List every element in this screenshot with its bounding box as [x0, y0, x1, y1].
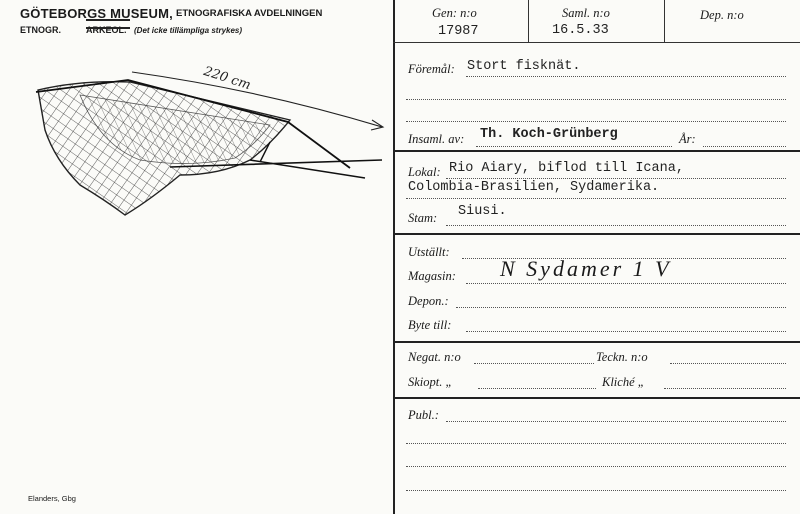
- number-divider-2: [664, 0, 665, 42]
- collector-value: Th. Koch-Grünberg: [480, 127, 618, 142]
- museum-name: GÖTEBORGS MUSEUM,: [20, 6, 173, 21]
- drawing-number-line: [670, 363, 786, 364]
- tribe-line: [446, 225, 786, 226]
- exhibited-label: Utställt:: [408, 245, 450, 259]
- year-line: [703, 146, 786, 147]
- dep-number-label: Dep. n:o: [700, 8, 744, 22]
- dimension-annotation: 220 cm: [201, 63, 253, 94]
- department-name: ETNOGRAFISKA AVDELNINGEN: [176, 8, 323, 19]
- collector-label: Insaml. av:: [408, 132, 465, 146]
- etnogr-label: ETNOGR.: [20, 25, 62, 35]
- rule-numbers: [393, 42, 800, 43]
- gen-number-value: 17987: [438, 24, 479, 39]
- tribe-value: Siusi.: [458, 204, 507, 219]
- rule-collector: [393, 150, 800, 152]
- storage-value-handwritten: N Sydamer 1 V: [500, 256, 672, 281]
- year-label: År:: [679, 132, 696, 146]
- slide-line: [478, 388, 596, 389]
- rule-storage: [393, 341, 800, 343]
- locality-line-2: Colombia-Brasilien, Sydamerika.: [408, 180, 660, 195]
- arkeol-label: ARKEOL.: [86, 25, 127, 35]
- drawing-number-label: Teckn. n:o: [596, 350, 648, 364]
- strike-note: (Det icke tillämpliga strykes): [134, 26, 243, 35]
- publication-line-3: [406, 466, 786, 467]
- locality-rule-1: [446, 178, 786, 179]
- storage-line: [466, 283, 786, 284]
- exchange-label: Byte till:: [408, 318, 452, 332]
- cliche-label: Kliché „: [602, 375, 645, 389]
- collector-line: [476, 146, 672, 147]
- object-label: Föremål:: [408, 62, 455, 76]
- object-value: Stort fisknät.: [467, 59, 581, 74]
- slide-label: Skiopt. „: [408, 375, 453, 389]
- publication-line-2: [406, 443, 786, 444]
- panel-divider: [393, 0, 395, 514]
- publication-line-1: [446, 421, 786, 422]
- number-divider-1: [528, 0, 529, 42]
- locality-label: Lokal:: [408, 165, 441, 179]
- object-line-2: [406, 99, 786, 100]
- tribe-label: Stam:: [408, 211, 438, 225]
- gen-number-label: Gen: n:o: [432, 6, 477, 20]
- object-line: [466, 76, 786, 77]
- negative-number-line: [474, 363, 594, 364]
- object-line-3: [406, 121, 786, 122]
- storage-label: Magasin:: [408, 269, 456, 283]
- deposited-label: Depon.:: [408, 294, 449, 308]
- locality-rule-2: [406, 198, 786, 199]
- locality-line-1: Rio Aiary, biflod till Icana,: [449, 161, 684, 176]
- exchange-line: [466, 331, 786, 332]
- negative-number-label: Negat. n:o: [408, 350, 461, 364]
- publication-label: Publ.:: [408, 408, 439, 422]
- publication-line-4: [406, 490, 786, 491]
- fishing-net-sketch: [20, 50, 400, 240]
- saml-number-value: 16.5.33: [552, 23, 609, 38]
- printer-imprint: Elanders, Gbg: [28, 494, 76, 503]
- deposited-line: [456, 307, 786, 308]
- rule-media: [393, 397, 800, 399]
- saml-number-label: Saml. n:o: [562, 6, 610, 20]
- cliche-line: [664, 388, 786, 389]
- arkeol-strikethrough: [86, 19, 130, 29]
- rule-tribe: [393, 233, 800, 235]
